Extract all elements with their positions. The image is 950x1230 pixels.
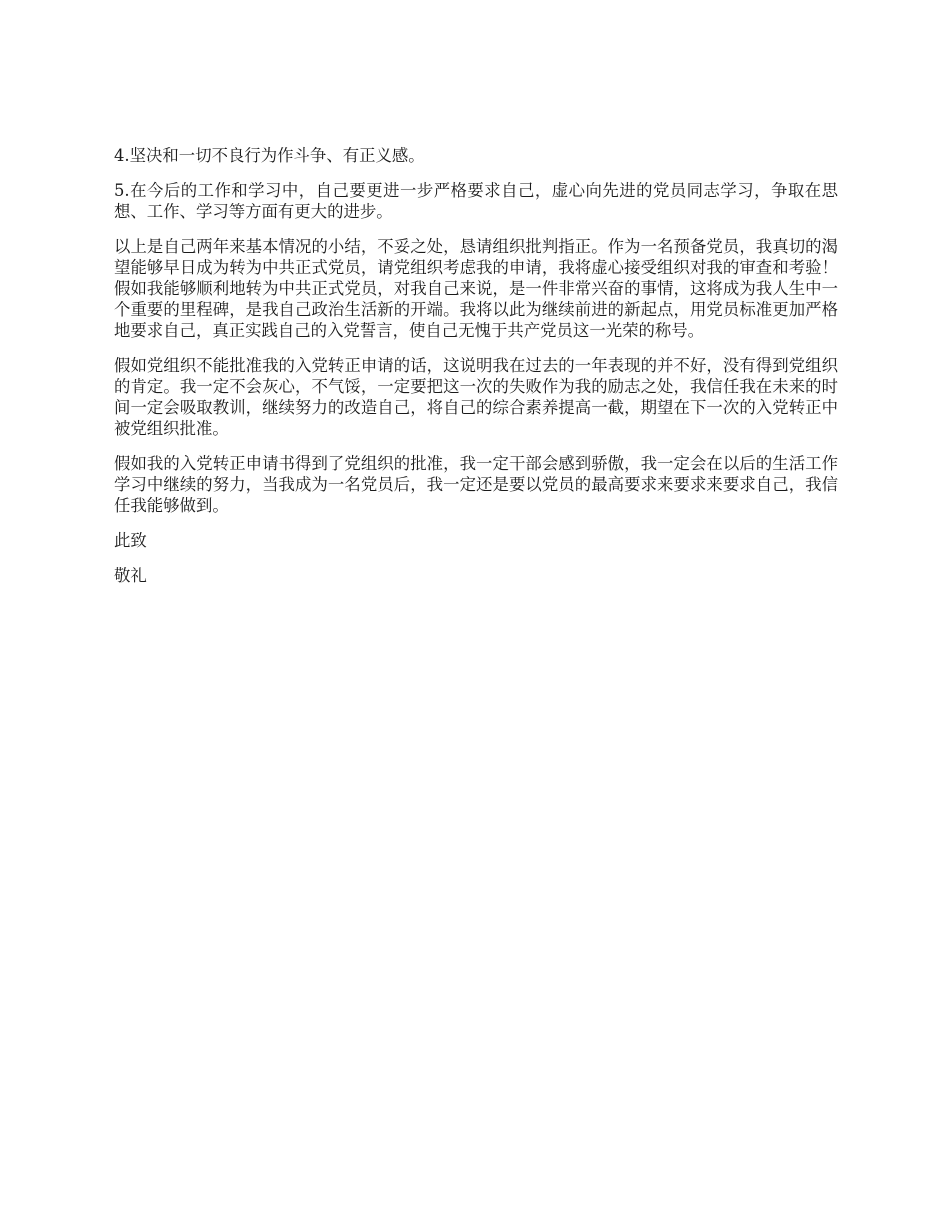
paragraph-summary: 以上是自己两年来基本情况的小结，不妥之处，恳请组织批判指正。作为一名预备党员，我真切的渴望能够早日成为转为中共正式党员，请党组织考虑我的申请，我将虚心接受组织对我的审查和考验！假如我能够顺利地转为中共正式党员，对我自己来说，是一件非常兴奋的事情，这将成为我人生中一个重要的里程碑，是我自己政治生活新的开端。我将以此为继续前进的新起点，用党员标准更加严格地要求自己，真正实践自己的入党誓言，使自己无愧于共产党员这一光荣的称号。 [114, 237, 838, 340]
salutation-text: 敬礼 [114, 566, 147, 585]
document-body [114, 145, 838, 600]
paragraph-item-4: 4.坚决和一切不良行为作斗争、有正义感。 [114, 146, 425, 165]
closing-text: 此致 [114, 531, 147, 550]
paragraph-item-5: 5.在今后的工作和学习中，自己要更进一步严格要求自己，虚心向先进的党员同志学习，争取在思想、工作、学习等方面有更大的进步。 [114, 181, 838, 221]
paragraph-if-rejected: 假如党组织不能批准我的入党转正申请的话，这说明我在过去的一年表现的并不好，没有得到党组织的肯定。我一定不会灰心，不气馁，一定要把这一次的失败作为我的励志之处，我信任我在未来的时间一定会吸取教训，继续努力的改造自己，将自己的综合素养提高一截，期望在下一次的入党转正中被党组织批准。 [114, 356, 838, 438]
paragraph-if-approved: 假如我的入党转正申请书得到了党组织的批准，我一定干部会感到骄傲，我一定会在以后的生活工作学习中继续的努力，当我成为一名党员后，我一定还是要以党员的最高要求来要求来要求自己，我信任我能够做到。 [114, 454, 838, 515]
